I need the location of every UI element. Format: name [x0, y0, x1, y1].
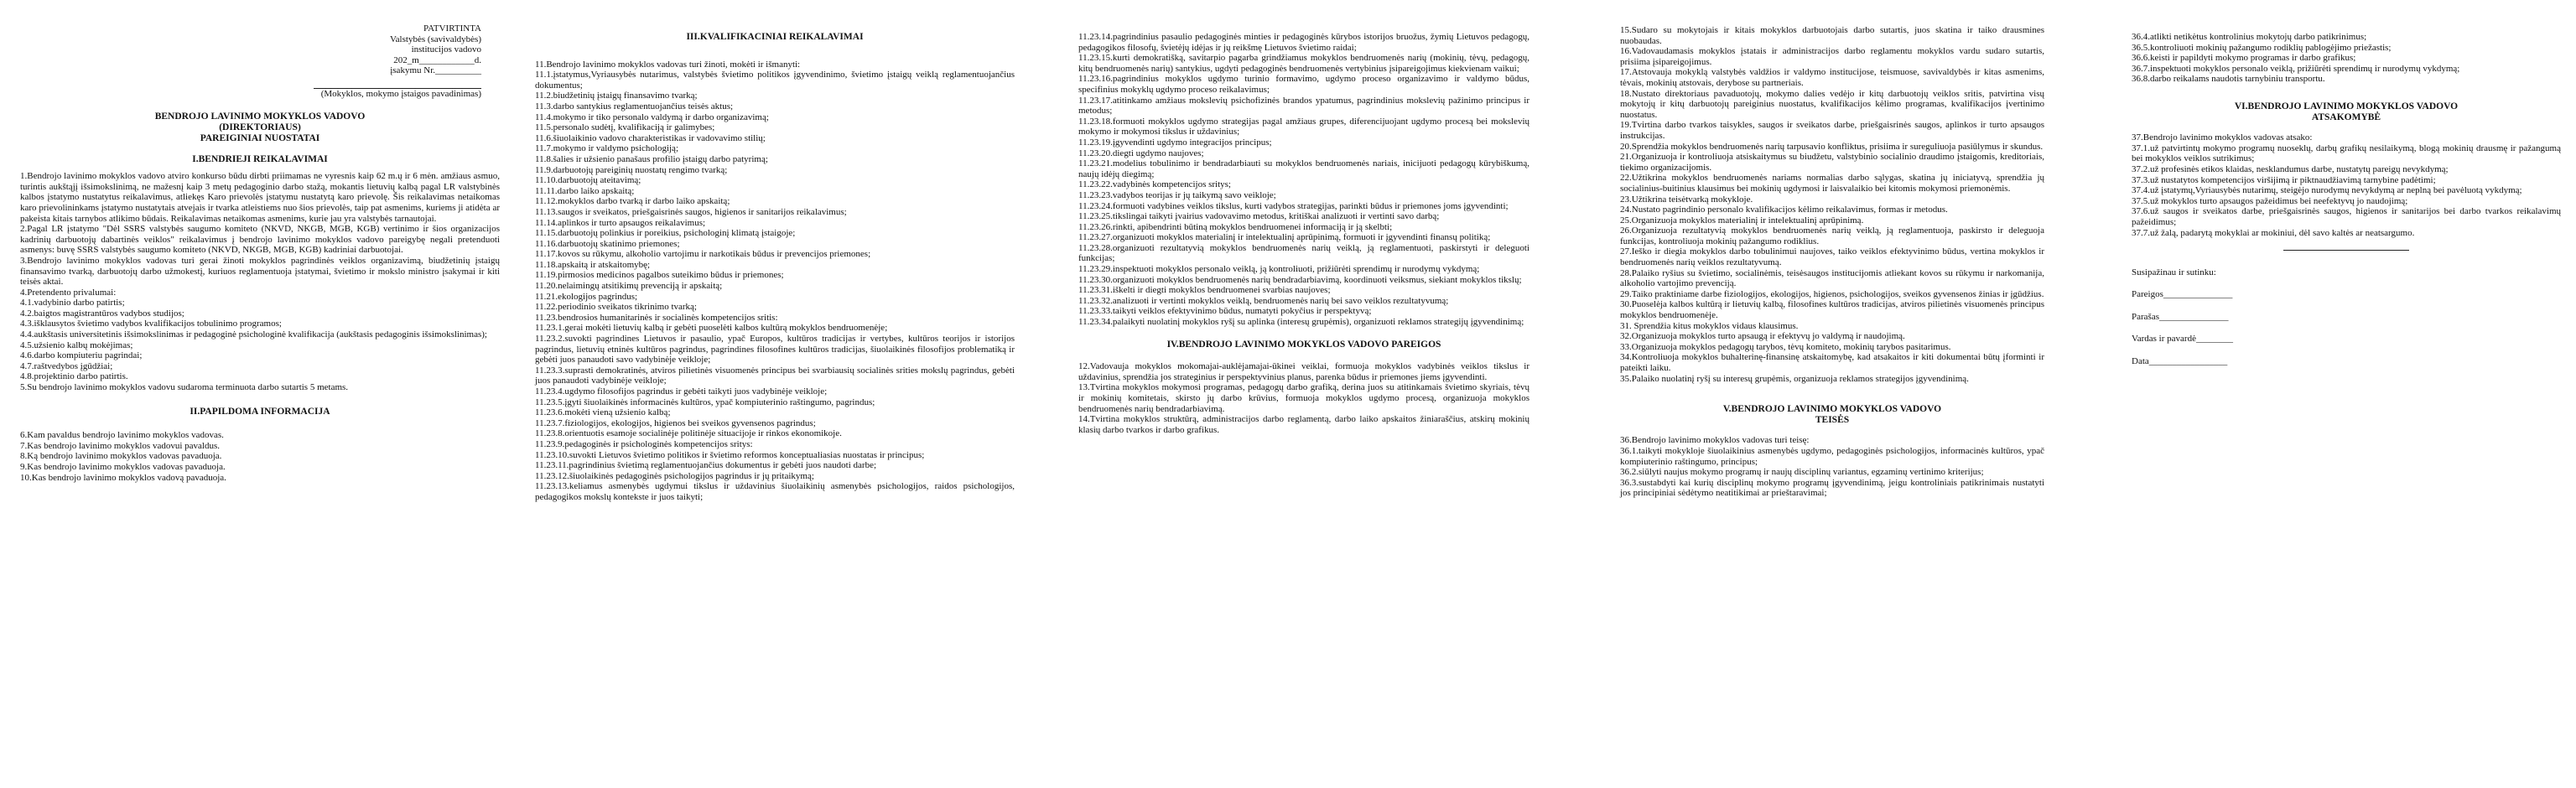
paragraph: 11.23.1.gerai mokėti lietuvių kalbą ir gebėti puoselėti kalbos kultūrą mokyklos bendruomenėje; [535, 323, 888, 334]
paragraph: 11.23.19.įgyvendinti ugdymo integracijos principus; [1078, 137, 1272, 148]
paragraph-list [1620, 25, 2044, 384]
paragraph: 16.Vadovaudamasis mokyklos įstatais ir administracijos darbo reglamentu mokyklos vardu sudaro sutartis, prisiima įsipareigojimus. [1620, 46, 2044, 67]
document-page-4 [1545, 0, 2059, 788]
paragraph-list [2132, 132, 2561, 238]
paragraph: 37.7.už žalą, padarytą mokyklai ar mokiniui, dėl savo kaltės ar neatsargumo. [2132, 227, 2415, 238]
paragraph: 33.Organizuoja mokyklos pedagogų tarybos, tėvų komiteto, mokinių tarybos pasitarimus. [1620, 341, 1951, 352]
section-heading: VI.BENDROJO LAVINIMO MOKYKLOS VADOVO [2234, 101, 2459, 111]
signature-intro: Susipažinau ir sutinku: [2132, 267, 2216, 277]
paragraph: 19.Tvirtina darbo tvarkos taisykles, saugos ir sveikatos darbe, priešgaisrinės saugos, aplinkos ir turto apsaugos instrukcijas. [1620, 120, 2044, 141]
paragraph: 37.4.už įstatymų,Vyriausybės nutarimų, steigėjo nurodymų nevykdymą ar neplną bei pavėluotą vykdymą; [2132, 185, 2522, 196]
paragraph: 11.23.5.įgyti šiuolaikinės informacinės kultūros, ypač kompiuterinio raštingumo, pagrindus; [535, 397, 875, 407]
paragraph: 24.Nustato pagrindinio personalo kvalifikacijos kėlimo reikalavimus, formas ir metodus. [1620, 205, 1948, 215]
school-name-caption: (Mokyklos, mokymo įstaigos pavadinimas) [314, 88, 481, 100]
separator-line [2132, 243, 2561, 254]
paragraph: 11.23.30.organizuoti mokyklos bendruomenės narių bendradarbiavimą, koordinuoti veiksmus, siekiant mokyklos tikslų; [1078, 274, 1522, 285]
paragraph: 4.5.užsienio kalbų mokėjimas; [20, 340, 133, 350]
section-heading: III.KVALIFIKACINIAI REIKALAVIMAI [686, 32, 864, 42]
paragraph: 11.23.25.tikslingai taikyti įvairius vadovavimo metodus, kritiškai analizuoti ir vertinti savo darbą; [1078, 211, 1440, 222]
section-heading: V.BENDROJO LAVINIMO MOKYKLOS VADOVO [1722, 404, 1942, 415]
paragraph: 11.14.aplinkos ir turto apsaugos reikalavimus; [535, 217, 706, 228]
signature-field: Data_________________ [2132, 356, 2228, 367]
paragraph: 37.3.už nustatytos kompetencijos viršijimą ir piktnaudžiavimą tarnybine padėtimi; [2132, 174, 2436, 185]
paragraph: 36.2.siūlyti naujus mokymo programų ir naujų disciplinų variantus, egzaminų vertinimo kriterijus; [1620, 467, 1984, 478]
paragraph: 11.18.apskaitą ir atskaitomybę; [535, 259, 651, 270]
paragraph: 11.23.33.taikyti veiklos efektyvinimo būdus, numatyti pokyčius ir perspektyvą; [1078, 306, 1372, 317]
paragraph: 11.23.22.vadybinės kompetencijos sritys; [1078, 179, 1231, 190]
paragraph: 25.Organizuoja mokyklos materialinį ir intelektualinį aprūpinimą. [1620, 215, 1864, 226]
paragraph: 35.Palaiko nuolatinį ryšį su interesų grupėmis, organizuoja reklamos strategijos įgyvendinimą. [1620, 373, 1969, 384]
paragraph: 4.8.projektinio darbo patirtis. [20, 371, 128, 382]
paragraph: 2.Pagal LR įstatymo "Dėl SSRS valstybės saugumo komiteto (NKVD, NKGB, MGB, KGB) vertinimo ir šios organizacijos kadrinių darbuotojų dabartinės veiklos" reikalavimus į bendrojo lavinimo mokyklos vadovo pareigybę negali pretenduoti asmenys: buvę SSRS valstybės saugumo komiteto (NKVD, NKGB, MGB, KGB) kadriniai darbuotojai. [20, 224, 500, 256]
paragraph: 11.23.18.formuoti mokyklos ugdymo strategijas pagal amžiaus grupes, diferencijuojant ugdymo procesą bei mokslevių mokymo ir mokymosi tikslus ir uždavinius; [1078, 116, 1530, 137]
paragraph: 4.7.raštvedybos įgūdžiai; [20, 360, 113, 371]
paragraph: 11.23.14.pagrindinius pasaulio pedagoginės minties ir pedagoginės kūrybos istorijos bruožus, žymių Lietuvos pedagogų, pedagogikos filosofų, švietėjų idėjas ir jų reikšmę Lietuvos švietimo raidai; [1078, 32, 1530, 53]
paragraph-list [20, 171, 500, 392]
paragraph: 11.23.21.modelius tobulinimo ir bendradarbiauti su mokyklos bendruomenės nariais, inicijuoti pedagogų kūrybiškumą, naujų idėjų diegimą; [1078, 158, 1530, 179]
approval-line: 202_m____________d. [393, 54, 481, 65]
paragraph: 30.Puoselėja kalbos kultūrą ir lietuvių kalbą, filosofines kultūros tradicijas, atviros pilietinės visuomenės principus mokyklos bendruomenėje. [1620, 299, 2044, 321]
paragraph: 14.Tvirtina mokyklos struktūrą, administracijos darbo reglamentą, darbo laiko apskaitos žiniaraščius, atskirų mokinių klasių darbo tvarkos ir darbo grafikus. [1078, 414, 1530, 435]
paragraph: 20.Sprendžia mokyklos bendruomenės narių tarpusavio konfliktus, prisiima ir sureguliuoja pasiūlymus ir skundus. [1620, 141, 2044, 152]
paragraph: 11.Bendrojo lavinimo mokyklos vadovas turi žinoti, mokėti ir išmanyti: [535, 59, 801, 70]
paragraph: 34.Kontroliuoja mokyklos buhalterinę-finansinę atskaitomybę, kad atsakaitos ir kiti dokumentai būtų įforminti ir pateikti laiku. [1620, 352, 2044, 373]
paragraph: 21.Organizuoja ir kontroliuoja atsiskaitymus su biudžetu, valstybinio socialinio draudimo įstaigomis, kreditoriais, tiekimo organizacijomis. [1620, 152, 2044, 173]
paragraph: 11.12.mokyklos darbo tvarką ir darbo laiko apskaitą; [535, 196, 730, 207]
paragraph: 28.Palaiko ryšius su švietimo, socialinėmis, teisėsaugos institucijomis atliekant kovos su rūkymu ir narkomanija, alkoholio vartojimo prevenciją. [1620, 267, 2044, 289]
section-heading: IV.BENDROJO LAVINIMO MOKYKLOS VADOVO PAREIGOS [1166, 339, 1441, 350]
paragraph: 37.6.už saugos ir sveikatos darbe, priešgaisrinės saugos, higienos ir sanitarijos bei darbo tvarkos reikalavimų pažeidimus; [2132, 206, 2561, 227]
paragraph: 11.20.nelaimingų atsitikimų prevenciją ir apskaitą; [535, 281, 723, 292]
paragraph: 37.Bendrojo lavinimo mokyklos vadovas atsako: [2132, 132, 2313, 143]
paragraph: 10.Kas bendrojo lavinimo mokyklos vadovą pavaduoja. [20, 472, 226, 483]
paragraph: 11.23.7.fiziologijos, ekologijos, higienos bei sveikos gyvensenos pagrindus; [535, 417, 816, 428]
paragraph: 11.10.darbuotojų ateitavimą; [535, 175, 641, 186]
paragraph: 11.3.darbo santykius reglamentuojančius teisės aktus; [535, 101, 734, 111]
approval-block [356, 23, 481, 76]
paragraph: 11.5.personalo sudėtį, kvalifikaciją ir galimybes; [535, 122, 715, 133]
paragraph: 6.Kam pavaldus bendrojo lavinimo mokyklos vadovas. [20, 430, 224, 441]
paragraph-list [1078, 32, 1530, 328]
paragraph: 5.Su bendrojo lavinimo mokyklos vadovu sudaroma terminuota darbo sutartis 5 metams. [20, 382, 349, 393]
paragraph: 11.9.darbuotojų pareiginių nuostatų rengimo tvarką; [535, 164, 728, 175]
document-title [20, 111, 500, 144]
paragraph: 36.Bendrojo lavinimo mokyklos vadovas turi teisę: [1620, 435, 1810, 446]
paragraph: 11.23.15.kurti demokratišką, savitarpio pagarba grindžiamus mokyklos bendruomenės narių (mokinių, tėvų, pedagogų, kitų bendruomenės narių) santykius, ugdyti pedagoginės bendruomenės vertybinius įsipareigojimus kiekvienam vaikui; [1078, 53, 1530, 74]
signature-block [2132, 267, 2561, 367]
paragraph-list [2132, 32, 2561, 85]
paragraph: 11.23.34.palaikyti nuolatinį mokyklos ryšį su aplinka (interesų grupėmis), organizuoti reklamos strategijų įgyvendinimą; [1078, 317, 1524, 328]
paragraph: 37.2.už profesinės etikos klaidas, nesklandumus darbe, nustatytų pareigų nevykdymą; [2132, 163, 2449, 174]
paragraph: 11.13.saugos ir sveikatos, priešgaisrinės saugos, higienos ir sanitarijos reikalavimus; [535, 206, 847, 217]
signature-field: Vardas ir pavardė________ [2132, 334, 2233, 345]
paragraph: 11.23.26.rinkti, apibendrinti būtiną mokyklos bendruomenei informaciją ir ją skelbti; [1078, 221, 1393, 232]
paragraph: 11.23.29.inspektuoti mokyklos personalo veiklą, ją kontroliuoti, prižiūrėti sprendimų ir nurodymų vykdymą; [1078, 264, 1480, 275]
paragraph: 11.15.darbuotojų polinkius ir poreikius, psichologinį klimatą įstaigoje; [535, 228, 796, 239]
paragraph: 11.23.13.keliamus asmenybės ugdymui tikslus ir uždavinius šiuolaikinių asmenybės psichologijos, raidos psichologijos, pedagogikos mokslų kontekste ir juos taikyti; [535, 481, 1015, 502]
paragraph: 11.11.darbo laiko apskaitą; [535, 185, 635, 196]
paragraph: 11.23.12.šiuolaikinės pedagoginės psichologijos pagrindus ir jų pritaikymą; [535, 470, 814, 481]
paragraph: 11.8.šalies ir užsienio panašaus profilio įstaigų darbo patyrimą; [535, 153, 768, 164]
paragraph: 36.5.kontroliuoti mokinių pažangumo rodiklių pablogėjimo priežastis; [2132, 42, 2392, 53]
paragraph: 11.22.periodinio sveikatos tikrinimo tvarką; [535, 302, 697, 313]
paragraph: 11.23.17.atitinkamo amžiaus mokslevių psichofizinės brandos ypatumus, pagrindinius mokslevių pažinimo principus ir metodus; [1078, 95, 1530, 117]
paragraph: 36.1.taikyti mokykloje šiuolaikinius asmenybės ugdymo, pedagoginės psichologijos, informacinės kultūros, ypač kompiuterinio raštingumo, principus; [1620, 445, 2044, 467]
paragraph: 32.Organizuoja mokyklos turto apsaugą ir efektyvų jo valdymą ir naudojimą. [1620, 331, 1905, 342]
paragraph: 4.6.darbo kompiuteriu pagrindai; [20, 350, 143, 361]
paragraph: 11.4.mokymo ir tiko personalo valdymą ir darbo organizavimą; [535, 111, 769, 122]
paragraph: 11.23.28.organizuoti rezultatyvią mokyklos bendruomenės narių veiklą, ją reglamentuoti, paskirstyti ir deleguoti funkcijas; [1078, 242, 1530, 264]
paragraph: 11.23.32.analizuoti ir vertinti mokyklos veiklą, bendruomenės narių bei savo veiklos rezultatyvumą; [1078, 295, 1449, 306]
paragraph: 11.21.ekologijos pagrindus; [535, 291, 638, 302]
document-page-1 [0, 0, 515, 788]
paragraph: 11.23.4.ugdymo filosofijos pagrindus ir gebėti taikyti juos vadybinėje veikloje; [535, 386, 828, 397]
paragraph: 11.23.9.pedagoginės ir psichologinės kompetencijos sritys: [535, 438, 753, 449]
paragraph: 7.Kas bendrojo lavinimo mokyklos vadovui pavaldus. [20, 440, 220, 451]
approval-line: įsakymu Nr.__________ [390, 65, 481, 76]
paragraph: 8.Ką bendrojo lavinimo mokyklos vadovas pavaduoja. [20, 451, 222, 462]
paragraph: 11.23.31.iškelti ir diegti mokyklos bendruomenei svarbias naujoves; [1078, 285, 1331, 296]
paragraph: 11.23.27.organizuoti mokyklos materialinį ir intelektualinį aprūpinimą, formuoti ir įgyvendinti finansų politiką; [1078, 232, 1491, 243]
title-line: (DIREKTORIAUS) [219, 122, 301, 132]
paragraph: 13.Tvirtina mokyklos mokymosi programas, pedagogų darbo grafiką, derina juos su atitinkamais švietimo skyriais, tėvų ir mokinių komitetais, skirsto jų darbo krūvius, formuoja mokyklos ugdymo procesą, organizuoja mokyklos bendruomenės narių bendradarbiavimą. [1078, 382, 1530, 414]
paragraph: 11.23.bendrosios humanitarinės ir socialinės kompetencijos sritis: [535, 312, 778, 323]
approval-line: institucijos vadovo [411, 44, 481, 55]
paragraph: 36.6.keisti ir papildyti mokymo programas ir darbo grafikus; [2132, 53, 2356, 64]
paragraph: 11.23.16.pagrindinius mokyklos ugdymo turinio formavimo, ugdymo proceso organizavimo ir valdymo būdus, specifinius mokyklų ugdymo proceso reikalavimus; [1078, 74, 1530, 95]
paragraph: 11.17.kovos su rūkymu, alkoholio vartojimu ir narkotikais būdus ir prevencijos priemones; [535, 249, 871, 260]
paragraph: 36.3.sustabdyti kai kurių disciplinų mokymo programų įgyvendinimą, jeigu kontroliniais patikrinimais nustatyti jos principiniai sėdėtymo neatitikimai ar prieštaravimai; [1620, 477, 2044, 499]
paragraph: 37.5.už mokyklos turto apsaugos pažeidimus bei neefektyvų jo naudojimą; [2132, 195, 2408, 206]
paragraph-list [1078, 361, 1530, 435]
paragraph: 15.Sudaro su mokytojais ir kitais mokyklos darbuotojais darbo sutartis, juos skatina ir taiko drausmines nuobaudas. [1620, 25, 2044, 46]
paragraph: 11.23.10.suvokti Lietuvos švietimo politikos ir švietimo reformos konceptualiasias nuostatas ir principus; [535, 449, 925, 460]
section-heading: TEISĖS [1815, 414, 1850, 425]
paragraph: 11.23.3.suprasti demokratinės, atviros pilietinės visuomenės principus bei svarbiausių socialinės srities mokslų pagrindus, gebėti juos panaudoti vadybinėje veikloje; [535, 365, 1015, 386]
signature-field: Pareigos_______________ [2132, 289, 2233, 300]
paragraph: 1.Bendrojo lavinimo mokyklos vadovo atviro konkurso būdu dirbti priimamas ne vyresnis kaip 62 m.ų ir 6 mėn. amžiaus asmuo, turintis aukštąjį išsimokslinimą, ne mažesnį kaip 3 metų pedagoginio darbo stažą, mokantis lietuvių kalbą pagal LR valstybinės kalbos įstatymo nustatytus reikalavimus, atliekęs Karo prievolės įstatymu nustatytą karo prievolę. Šis reikalavimas netaikomas karo prievolininkams įstatymo nustatytais atvejais ir tvarka atleistiems nuo šios prievolės, taip pat asmenims, kuriems ji atidėta ar pakeista kitais tarnybos atlikimo būdais. Reikalavimas netaikomas asmenims, kurie jau yra valstybės tarnautojai. [20, 171, 500, 224]
section-heading: I.BENDRIEJI REIKALAVIMAI [192, 153, 328, 164]
title-line: PAREIGINIAI NUOSTATAI [200, 132, 320, 143]
section-heading: II.PAPILDOMA INFORMACIJA [190, 406, 330, 417]
paragraph: 4.2.baigtos magistrantūros vadybos studijos; [20, 308, 184, 319]
paragraph: 36.8.darbo reikalams naudotis tarnybiniu transportu. [2132, 74, 2325, 85]
paragraph: 11.23.6.mokėti vieną užsienio kalbą; [535, 407, 671, 418]
paragraph: 11.23.2.suvokti pagrindines Lietuvos ir pasaulio, ypač Europos, kultūros tradicijas ir vertybes, kultūros teorijos ir istorijos pagrindus, lietuvių etninės kultūros pagrindus, pagrindines filosofines kultūros tradicijas, šiuolaikinės filosofijos problematiką ir gebėti juos panaudoti savo vadybinėje veikloje; [535, 334, 1015, 365]
document-page-3 [1030, 0, 1545, 788]
paragraph: 31. Sprendžia kitus mokyklos vidaus klausimus. [1620, 320, 1799, 331]
paragraph: 36.7.inspektuoti mokyklos personalo veiklą, prižiūrėti sprendimų ir nurodymų vykdymą; [2132, 63, 2460, 74]
paragraph: 11.23.24.formuoti vadybines veiklos tikslus, kurti vadybos strategijas, parinkti būdus ir priemones joms įgyvendinti; [1078, 200, 1509, 211]
paragraph-list [20, 430, 500, 483]
paragraph: 11.23.23.vadybos teorijas ir jų taikymą savo veikloje; [1078, 189, 1276, 200]
paragraph: 27.Ieško ir diegia mokyklos darbo tobulinimui naujoves, taiko veiklos efektyvinimo būdus, vertina mokyklos ir bendruomenės narių veiklos rezultatyvumą. [1620, 246, 2044, 268]
paragraph: 22.Užtikrina mokyklos bendruomenės nariams normalias darbo sąlygas, skatina jų iniciatyvą, sprendžia jų socialinius-buitinius klausimus bei mokinių ugdymosi ir laisvalaikio bei kitomis mokymosi priemonėmis. [1620, 173, 2044, 194]
title-line: BENDROJO LAVINIMO MOKYKLOS VADOVO [154, 111, 366, 122]
paragraph: 18.Nustato direktoriaus pavaduotojų, mokymo dalies vedėjo ir kitų darbuotojų veiklos sritis, patvirtina visų mokytojų ir kitų darbuotojų pareiginius nuostatus, kvalifikacijos kėlimo programas, kvalifikacijos įvertinimo nuostatus. [1620, 88, 2044, 120]
approval-line: Valstybės (savivaldybės) [389, 34, 481, 44]
paragraph: 3.Bendrojo lavinimo mokyklos vadovas turi gerai žinoti mokyklos pagrindinės veiklos organizavimą, biudžetinių įstaigų finansavimo tvarką, darbuotojų darbo užmokestį, kuriuos reglamentuoja įstatymai, švietimo ir mokslo ministro įsakymai ir kiti teisės aktai. [20, 255, 500, 288]
section-heading: ATSAKOMYBĖ [2311, 111, 2381, 122]
document-page-2 [515, 0, 1030, 788]
paragraph: 11.1.įstatymus,Vyriausybės nutarimus, valstybės švietimo politikos įgyvendinimo, švietimo įstaigų veiklą reglamentuojančius dokumentus; [535, 70, 1015, 91]
paragraph: 11.6.šiuolaikinio vadovo charakteristikas ir vadovavimo stilių; [535, 132, 766, 143]
paragraph: 4.Pretendento privalumai: [20, 287, 117, 298]
paragraph: 17.Atstovauja mokyklą valstybės valdžios ir valdymo institucijose, teismuose, savivaldybės ir kitas asmenims, tėvais, mokinių atstovais, derybose su partneriais. [1620, 67, 2044, 88]
paragraph: 37.1.už patvirtintų mokymo programų nuoseklų, darbų grafikų nesilaikymą, blogą mokinių drausmę ir pažangumą bei mokyklos veiklos sutrikimus; [2132, 143, 2561, 164]
paragraph: 12.Vadovauja mokyklos mokomajai-auklėjamajai-ūkinei veiklai, formuoja mokyklos vadybinės veiklos tikslus ir uždavinius, sprendžia jos strateginius ir perspektyvinius planus, parenka būdus ir priemones jiems įgyvendinti. [1078, 361, 1530, 382]
approval-title: PATVIRTINTA [423, 23, 481, 34]
paragraph: 4.3.išklausytos švietimo vadybos kvalifikacijos tobulinimo programos; [20, 319, 282, 329]
paragraph: 29.Taiko praktiniame darbe fiziologijos, ekologijos, higienos, psichologijos, sveikos gyvensenos žinias ir įgūdžius. [1620, 288, 2044, 299]
paragraph: 26.Organizuoja rezultatyvią mokyklos bendruomenės narių veiklą, ją reglamentuoja, paskirsto ir deleguoja funkcijas, kontroliuoja mokinių pažangumo rodiklius. [1620, 226, 2044, 246]
paragraph: 11.16.darbuotojų skatinimo priemones; [535, 238, 680, 249]
paragraph: 11.2.biudžetinių įstaigų finansavimo tvarką; [535, 91, 698, 101]
paragraph: 4.1.vadybinio darbo patirtis; [20, 298, 125, 308]
school-name-line [314, 88, 481, 100]
paragraph: 11.7.mokymo ir valdymo psichologiją; [535, 143, 678, 154]
paragraph-list [1620, 435, 2044, 499]
paragraph: 4.4.aukštasis universitetinis išsimokslinimas ir pedagoginė psichologinė kvalifikacija (aukštasis pedagoginis išsimokslinimas); [20, 329, 487, 340]
paragraph: 9.Kas bendrojo lavinimo mokyklos vadovas pavaduoja. [20, 462, 226, 472]
paragraph: 36.4.atlikti netikėtus kontrolinius mokytojų darbo patikrinimus; [2132, 32, 2367, 42]
paragraph: 11.19.pirmosios medicinos pagalbos suteikimo būdus ir priemones; [535, 270, 784, 281]
paragraph: 23.Užtikrina teisėtvarką mokykloje. [1620, 194, 1753, 205]
signature-field: Parašas_______________ [2132, 311, 2229, 322]
paragraph: 11.23.11.pagrindinius švietimą reglamentuojančius dokumentus ir gebėti juos naudoti darbe; [535, 460, 877, 471]
paragraph: 11.23.8.orientuotis esamoje socialinėje politinėje situacijoje ir rinkos ekonomikoje. [535, 428, 842, 439]
document-page-5 [2059, 0, 2576, 788]
paragraph: 11.23.20.diegti ugdymo naujoves; [1078, 148, 1204, 158]
paragraph-list [535, 60, 1015, 503]
